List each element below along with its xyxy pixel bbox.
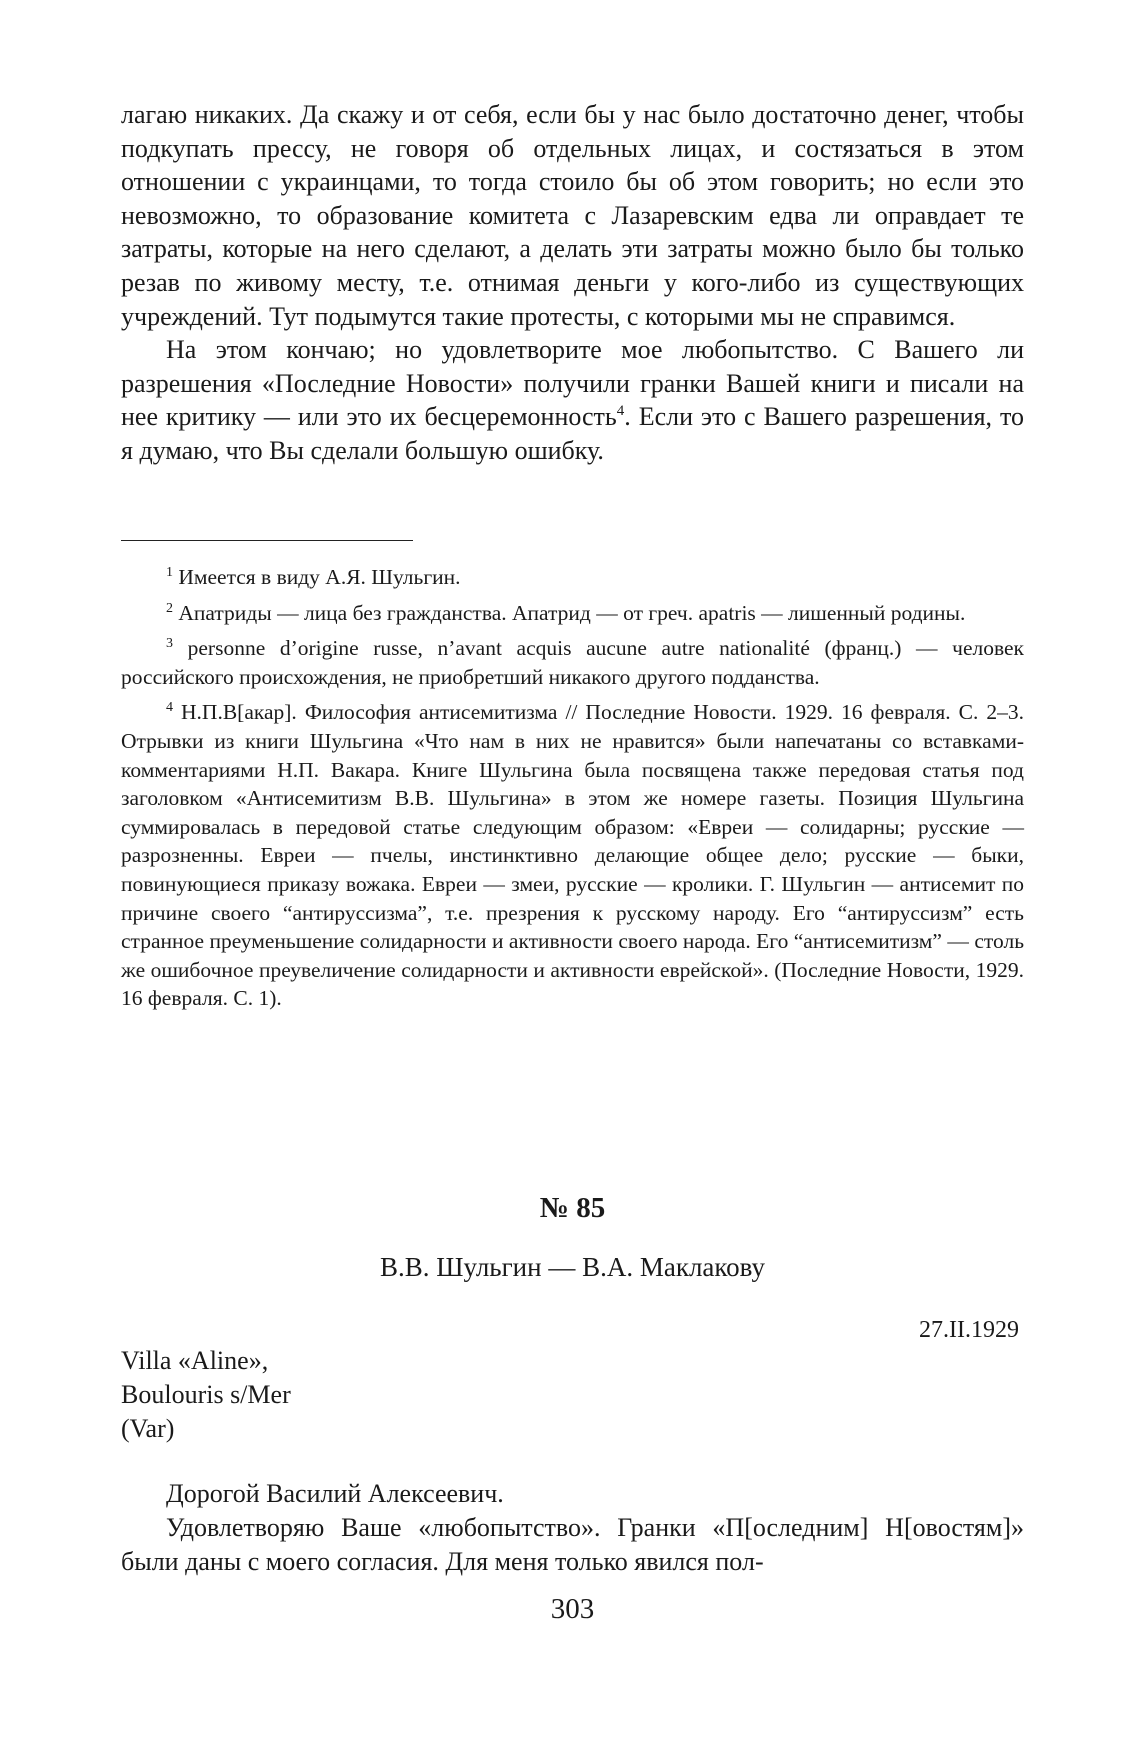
address-line: (Var) xyxy=(121,1414,175,1443)
address-line: Villa «Aline», xyxy=(121,1346,269,1375)
footnote-number: 4 xyxy=(166,700,173,716)
paragraph-continued: лагаю никаких. Да скажу и от себя, если бы у нас было достаточно денег, чтобы подкупать прессу, не говоря об отдельных лицах, и состязаться в этом отношении с украинцами, то тогда стоило бы об этом говорить; но если это невозможно, то образование комитета с Лазаревским едва ли оправдает те затраты, которые на него сделают, а делать эти затраты можно было бы только резав по живому месту, т.е. отнимая деньги у кого-либо из существующих учреждений. Тут подымутся такие протесты, с которыми мы не справимся. xyxy=(121,100,1024,331)
footnote-text: Н.П.В[акар]. Философия антисемитизма // Последние Новости. 1929. 16 февраля. С. 2–3. Отрывки из книги Шульгина «Что нам в них не нравится» были напечатаны со вставками-комментариями Н.П. Вакара. Книге Шульгина была посвящена также передовая статья под заголовком «Антисемитизм В.В. Шульгина» в этом же номере газеты. Позиция Шульгина суммировалась в передовой статье следующим образом: «Евреи — солидарны; русские — разрозненны. Евреи — пчелы, инстинктивно делающие общее дело; русские — быки, повинующиеся приказу вожака. Евреи — змеи, русские — кролики. Г. Шульгин — антисемит по причине своего “антируссизма”, т.е. презрения к русскому народу. Его “антируссизм” есть странное преуменьшение солидарности и активности своего народа. Его “антисемитизм” — столь же ошибочное преувеличение солидарности и активности еврейской». (Последние Новости, 1929. 16 февраля. С. 1). xyxy=(121,700,1025,1011)
footnote-divider xyxy=(121,540,413,541)
footnote-number: 1 xyxy=(166,565,173,580)
footnote-2 xyxy=(121,599,1024,628)
footnote-4 xyxy=(121,698,1024,1013)
footnote-number: 3 xyxy=(166,636,173,652)
main-text xyxy=(121,98,1024,468)
letter-date: 27.II.1929 xyxy=(919,1317,1019,1343)
letter-greeting: Дорогой Василий Алексеевич. xyxy=(166,1479,504,1508)
footnote-text: personne d’origine russe, n’avant acquis aucune autre nationalité (франц.) — человек российского происхождения, не приобретший никакого другого подданства. xyxy=(121,636,1025,689)
paragraph-question-end: . Если это с Вашего разрешения, то я думаю, что Вы сделали большую ошибку. xyxy=(121,402,1024,465)
footnote-1 xyxy=(121,563,1024,592)
document-addressee: В.В. Шульгин — В.А. Маклакову xyxy=(380,1252,765,1282)
page-number: 303 xyxy=(550,1593,595,1625)
document-number: № 85 xyxy=(539,1192,606,1224)
paragraph-question xyxy=(121,333,1024,467)
footnote-ref-4: 4 xyxy=(616,403,625,420)
footnote-number: 2 xyxy=(166,600,173,616)
footnote-text: Апатриды — лица без гражданства. Апатрид — от греч. apatris — лишенный родины. xyxy=(178,600,966,625)
letter-address xyxy=(121,1344,521,1446)
letter-body xyxy=(121,1477,1024,1579)
address-line: Boulouris s/Mer xyxy=(121,1380,291,1409)
footnotes xyxy=(121,563,1024,1020)
footnote-3 xyxy=(121,634,1024,691)
paragraph-question-start: На этом кончаю; но удовлетворите мое любопытство. С Вашего ли разрешения «Последние Новости» получили гранки Вашей книги и писали на нее критику — или это их бесцеремонность xyxy=(121,335,1024,432)
letter-paragraph: Удовлетворяю Ваше «любопытство». Гранки «П[оследним] Н[овостям]» были даны с моего согласия. Для меня только явился пол- xyxy=(121,1513,1024,1576)
footnote-text: Имеется в виду А.Я. Шульгин. xyxy=(178,565,461,589)
